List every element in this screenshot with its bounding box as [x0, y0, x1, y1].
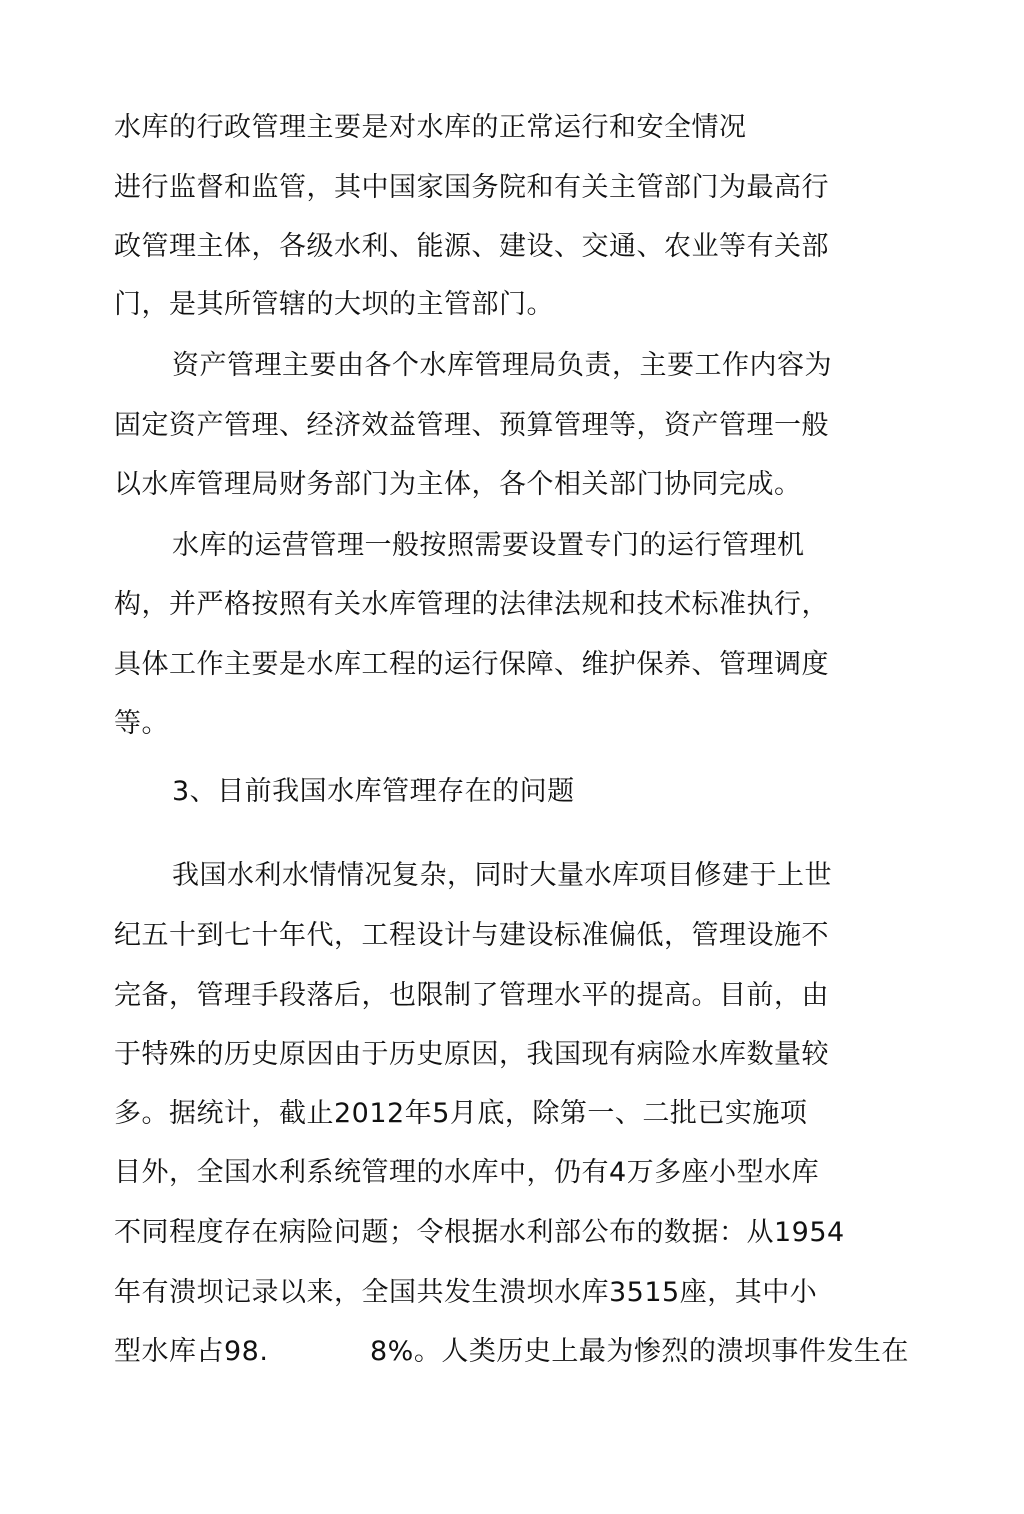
text-line: 型水库占98.: [114, 1336, 269, 1367]
text-line: 纪五十到七十年代，工程设计与建设标准偏低，管理设施不: [114, 920, 829, 951]
text-line: 资产管理主要由各个水库管理局负责，主要工作内容为: [172, 350, 832, 381]
text-line: 不同程度存在病险问题；令根据水利部公布的数据：从1954: [114, 1217, 845, 1248]
text-line: 于特殊的历史原因由于历史原因，我国现有病险水库数量较: [114, 1039, 829, 1070]
text-line: 门，是其所管辖的大坝的主管部门。: [114, 289, 554, 320]
text-line: 构，并严格按照有关水库管理的法律法规和技术标准执行，: [114, 589, 829, 620]
text-line: 水库的运营管理一般按照需要设置专门的运行管理机: [172, 530, 805, 561]
text-line: 8%。人类历史上最为惨烈的溃坝事件发生在: [370, 1336, 909, 1367]
text-line: 水库的行政管理主要是对水库的正常运行和安全情况: [114, 112, 747, 143]
text-line: 政管理主体，各级水利、能源、建设、交通、农业等有关部: [114, 231, 829, 262]
text-line: 我国水利水情情况复杂，同时大量水库项目修建于上世: [172, 860, 832, 891]
section-heading: 3、目前我国水库管理存在的问题: [172, 776, 575, 807]
text-line: 固定资产管理、经济效益管理、预算管理等，资产管理一般: [114, 410, 829, 441]
text-line: 完备，管理手段落后，也限制了管理水平的提高。目前，由: [114, 980, 829, 1011]
text-line: 具体工作主要是水库工程的运行保障、维护保养、管理调度: [114, 649, 829, 680]
text-line: 多。据统计，截止2012年5月底，除第一、二批已实施项: [114, 1098, 808, 1129]
text-line: 年有溃坝记录以来，全国共发生溃坝水库3515座，其中小: [114, 1277, 818, 1308]
text-line: 目外，全国水利系统管理的水库中，仍有4万多座小型水库: [114, 1157, 820, 1188]
text-line: 以水库管理局财务部门为主体，各个相关部门协同完成。: [114, 469, 802, 500]
text-line: 等。: [114, 708, 169, 739]
text-line: 进行监督和监管，其中国家国务院和有关主管部门为最高行: [114, 172, 829, 203]
